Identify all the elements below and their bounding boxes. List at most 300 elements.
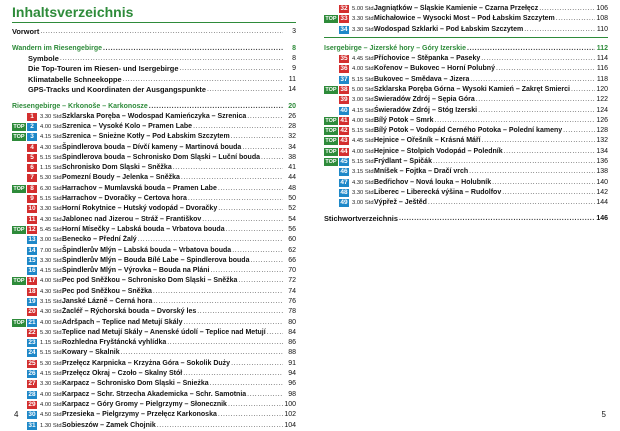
tour-page: 110 xyxy=(596,25,608,33)
tour-duration: 3.30 Std. xyxy=(40,257,64,264)
tour-number-badge: 39 xyxy=(340,96,348,104)
toc-entry[interactable] xyxy=(12,27,296,38)
tour-page: 96 xyxy=(288,380,296,388)
tour-number-badge: 37 xyxy=(340,75,348,83)
tour-duration: 5.15 Std. xyxy=(352,159,376,165)
tour-row[interactable] xyxy=(324,177,608,187)
tour-row[interactable] xyxy=(12,225,296,235)
tour-number-badge: 18 xyxy=(28,287,36,295)
tour-row[interactable] xyxy=(324,188,608,198)
tour-title: Wodospad Szklarki – Pod Łabskim Szczytem xyxy=(374,25,524,33)
tour-row[interactable] xyxy=(12,112,296,122)
tour-page: 128 xyxy=(596,127,608,135)
tour-page: 50 xyxy=(288,195,296,203)
entry-title: Vorwort xyxy=(12,27,40,36)
tour-page: 108 xyxy=(596,15,608,23)
leader-dots xyxy=(238,276,283,286)
leader-dots xyxy=(231,359,283,369)
tour-duration: 6.30 Std. xyxy=(40,185,64,192)
tour-title: Karpacz – Góry Gromy – Pielgrzymy – Słonecznik xyxy=(62,400,227,408)
tour-number-badge: 14 xyxy=(28,246,36,254)
tour-title: Příchovice – Štěpanka – Paseky xyxy=(374,55,481,63)
tour-duration: 1.15 Std. xyxy=(40,340,64,347)
tour-title: Harrachov – Dvoračky – Čertova hora xyxy=(62,195,187,203)
leader-dots xyxy=(470,75,595,85)
tour-row[interactable] xyxy=(324,25,608,35)
tour-duration: 4.00 Std. xyxy=(40,123,64,130)
top-badge: TOP xyxy=(325,16,337,23)
tour-page: 26 xyxy=(288,112,296,120)
tour-duration: 3.30 Std. xyxy=(352,189,376,196)
top-badge: TOP xyxy=(325,86,337,93)
section-riesengebirge[interactable]: Riesengebirge – Krkonoše – Karkonosze ..... 20 xyxy=(12,102,296,112)
entry-page: 3 xyxy=(292,28,296,35)
tour-row[interactable] xyxy=(12,235,296,245)
tour-duration: 3.15 Std. xyxy=(352,169,376,176)
leader-dots xyxy=(476,95,595,105)
leader-dots xyxy=(218,184,283,194)
tour-row[interactable] xyxy=(12,132,296,142)
leader-dots xyxy=(188,194,283,204)
tour-duration: 5.30 Std. xyxy=(40,175,64,182)
toc-entry[interactable] xyxy=(12,75,296,86)
tour-duration: 1.15 Std. xyxy=(40,165,64,172)
leader-dots xyxy=(504,147,595,157)
tour-duration: 1.30 Std. xyxy=(40,422,64,429)
top-badge: TOP xyxy=(13,134,25,141)
leader-dots xyxy=(218,410,283,420)
tour-number-badge: 47 xyxy=(340,178,348,186)
tour-duration: 4.30 Std. xyxy=(352,179,376,186)
tour-number-badge: 49 xyxy=(340,199,348,207)
tour-page: 41 xyxy=(288,164,296,172)
tour-row[interactable] xyxy=(324,198,608,208)
toc-entry[interactable] xyxy=(12,54,296,65)
tour-row[interactable] xyxy=(12,359,296,369)
tour-duration: 4.30 Std. xyxy=(40,288,64,295)
leader-dots xyxy=(261,153,283,163)
tour-row[interactable] xyxy=(12,348,296,358)
leader-dots xyxy=(218,204,283,214)
tour-title: Frýdlant – Špičák xyxy=(374,158,432,165)
leader-dots xyxy=(210,379,283,389)
tour-number-badge: 38 xyxy=(340,85,348,93)
leader-dots xyxy=(179,64,283,75)
leader-dots xyxy=(482,136,595,146)
tour-page: 102 xyxy=(284,411,296,419)
tour-row[interactable] xyxy=(324,85,608,95)
tour-title: Liberec – Liberecká výšina – Rudolfov xyxy=(374,188,502,196)
tour-title: Pec pod Sněžkou – Schronisko Dom Śląski – Sněžka xyxy=(62,277,238,285)
tour-page: 94 xyxy=(288,370,296,378)
tour-row[interactable] xyxy=(12,266,296,276)
tour-title: Výpřež – Ještěd xyxy=(374,199,427,207)
tour-title: Świeradów Zdrój – Stóg Izerski xyxy=(374,106,478,114)
tour-number-badge: 44 xyxy=(340,147,348,155)
tour-duration: 4.45 Std. xyxy=(352,56,376,63)
tour-duration: 3.30 Std. xyxy=(352,26,376,33)
tour-duration: 4.15 Std. xyxy=(352,107,376,114)
leader-dots xyxy=(197,307,283,317)
tour-row[interactable] xyxy=(12,163,296,173)
tour-number-badge: 30 xyxy=(28,411,36,419)
tour-title: Przełęcz Karpnicka – Krzyżna Góra – Sokolik Duży xyxy=(62,359,231,367)
tour-duration: 4.00 Std. xyxy=(40,319,64,326)
top-badge: TOP xyxy=(13,278,25,285)
leader-dots xyxy=(121,348,283,358)
tour-page: 52 xyxy=(288,205,296,213)
tour-row[interactable] xyxy=(324,74,608,84)
leader-dots xyxy=(232,246,283,256)
tour-duration: 4.45 Std. xyxy=(352,138,376,145)
leader-dots xyxy=(153,287,283,297)
tour-row[interactable] xyxy=(324,4,608,14)
tour-number-badge: 5 xyxy=(27,154,37,162)
top-badge: TOP xyxy=(325,117,337,124)
tour-number-badge: 43 xyxy=(340,137,348,145)
tour-row[interactable] xyxy=(324,95,608,105)
tour-page: 74 xyxy=(288,287,296,295)
tour-number-badge: 3 xyxy=(27,133,37,141)
tour-page: 142 xyxy=(596,188,608,196)
tour-number-badge: 6 xyxy=(27,164,37,172)
tour-title: Špindlerův Mlýn – Bouda Bílé Labe – Špindlerova bouda xyxy=(62,256,250,264)
tour-title: Bukovec – Smědava – Jizera xyxy=(374,75,470,83)
tour-row[interactable] xyxy=(12,194,296,204)
tour-row[interactable] xyxy=(12,184,296,194)
tour-duration: 4.15 Std. xyxy=(40,371,64,378)
tour-title: Kořenov – Bukovec – Horní Polubný xyxy=(374,65,495,73)
leader-dots xyxy=(157,421,283,431)
leader-dots xyxy=(481,54,595,64)
leader-dots xyxy=(469,167,595,177)
leader-dots xyxy=(173,163,283,173)
tour-page: 44 xyxy=(288,174,296,182)
tour-duration: 4.15 Std. xyxy=(40,134,64,141)
tour-page: 48 xyxy=(288,184,296,192)
tour-duration: 3.15 Std. xyxy=(40,298,64,305)
tour-list-right-b xyxy=(324,54,608,208)
tour-duration: 4.15 Std. xyxy=(40,268,64,275)
tour-row[interactable] xyxy=(12,204,296,214)
tour-title: Schronisko Dom Śląski – Sněžka xyxy=(62,164,172,172)
tour-duration: 4.00 Std. xyxy=(352,148,376,155)
tour-page: 106 xyxy=(596,5,608,13)
leader-dots xyxy=(60,54,283,65)
tour-duration: 5.00 Std. xyxy=(352,86,376,93)
tour-number-badge: 33 xyxy=(340,15,348,23)
entry-page: 11 xyxy=(288,75,296,83)
leader-dots xyxy=(524,25,595,35)
tour-page: 118 xyxy=(596,75,608,83)
leader-dots xyxy=(226,225,283,235)
tour-page: 104 xyxy=(284,421,296,429)
tour-page: 84 xyxy=(288,328,296,336)
page-number-left: 4 xyxy=(14,410,19,419)
tour-page: 62 xyxy=(288,246,296,254)
tour-number-badge: 19 xyxy=(28,297,36,305)
leader-dots xyxy=(228,400,283,410)
tour-title: Karpacz – Schr. Strzecha Akademicka – Schr. Samotnia xyxy=(62,390,247,398)
toc-entry[interactable] xyxy=(12,64,296,75)
tour-row[interactable] xyxy=(12,276,296,286)
leader-dots xyxy=(207,85,283,96)
tour-number-badge: 46 xyxy=(340,168,348,176)
tour-number-badge: 2 xyxy=(27,123,37,131)
tour-number-badge: 35 xyxy=(340,55,348,63)
tour-number-badge: 1 xyxy=(27,113,37,121)
leader-dots xyxy=(181,173,283,183)
tour-title: Horní Mísečky – Labská bouda – Vrbatova bouda xyxy=(62,225,225,233)
tour-title: Janské Lázně – Černá hora xyxy=(62,297,153,305)
tour-number-badge: 45 xyxy=(340,158,348,165)
leader-dots xyxy=(183,369,283,379)
tour-row[interactable] xyxy=(12,214,296,224)
tour-title: Hejnice – Ořešník – Krásná Máří xyxy=(374,137,481,145)
tour-duration: 4.00 Std. xyxy=(40,278,64,285)
tour-number-badge: 41 xyxy=(340,116,348,124)
tour-page: 100 xyxy=(284,400,296,408)
tour-number-badge: 27 xyxy=(28,380,36,388)
tour-duration: 4.30 Std. xyxy=(40,144,64,151)
index-entry[interactable]: Stichwortverzeichnis ..... 146 xyxy=(324,214,608,225)
toc-entry[interactable] xyxy=(12,85,296,96)
tour-row[interactable] xyxy=(324,126,608,136)
leader-dots xyxy=(242,143,283,153)
entry-page: 14 xyxy=(288,86,296,93)
tour-title: Harrachov – Mumlavská bouda – Pramen Labe xyxy=(62,184,217,192)
tour-row[interactable] xyxy=(12,390,296,400)
tour-row[interactable] xyxy=(12,287,296,297)
tour-title: Benecko – Přední Žalý xyxy=(62,236,137,244)
leader-dots xyxy=(40,27,283,38)
tour-number-badge: 23 xyxy=(28,339,36,347)
tour-row[interactable] xyxy=(12,256,296,266)
tour-duration: 4.30 Std. xyxy=(40,216,64,223)
tour-title: Szrenica – Vysoké Kolo – Pramen Labe xyxy=(62,122,193,130)
entry-title: Symbole xyxy=(28,53,59,63)
leader-dots xyxy=(502,188,595,198)
tour-row[interactable] xyxy=(12,338,296,348)
section-wandern[interactable]: Wandern im Riesengebirge ..... 8 xyxy=(12,44,296,54)
toc-heading: Inhaltsverzeichnis xyxy=(12,4,296,23)
leader-dots xyxy=(183,318,283,328)
tour-title: Szklarska Poręba – Wodospad Kamieńczyka – Szrenica xyxy=(62,112,247,120)
tour-page: 120 xyxy=(596,85,608,93)
tour-duration: 4.00 Std. xyxy=(352,117,376,124)
top-badge: TOP xyxy=(325,148,337,155)
tour-number-badge: 25 xyxy=(28,359,36,367)
tour-row[interactable] xyxy=(324,157,608,167)
tour-page: 122 xyxy=(596,96,608,104)
tour-row[interactable] xyxy=(12,420,296,430)
tour-duration: 3.00 Std. xyxy=(352,97,376,104)
tour-page: 78 xyxy=(288,308,296,316)
tour-row[interactable] xyxy=(12,317,296,327)
tour-title: Rozhledna Fryštáncká vyhlídka xyxy=(62,339,167,347)
tour-row[interactable] xyxy=(324,116,608,126)
leader-dots xyxy=(247,112,283,122)
tour-row[interactable] xyxy=(12,173,296,183)
tour-title: Teplice nad Metují Skály – Anenské údolí – Teplice nad Metují xyxy=(62,328,266,336)
tour-number-badge: 15 xyxy=(28,256,36,264)
tour-page: 56 xyxy=(288,225,296,233)
tour-page: 136 xyxy=(596,158,608,165)
tour-row[interactable] xyxy=(12,297,296,307)
tour-duration: 3.30 Std. xyxy=(40,381,64,388)
tour-page: 54 xyxy=(288,215,296,223)
leader-dots xyxy=(563,126,595,136)
tour-number-badge: 4 xyxy=(27,144,37,152)
tour-title: Bílý Potok – Vodopád Černého Potoka – Polední kameny xyxy=(374,127,563,135)
tour-duration: 5.30 Std. xyxy=(40,329,64,336)
tour-number-badge: 24 xyxy=(28,349,36,357)
tour-title: Przełęcz Okraj – Czoło – Skalny Stół xyxy=(62,370,183,378)
tour-number-badge: 31 xyxy=(28,421,36,429)
tour-row[interactable] xyxy=(12,328,296,338)
tour-duration: 5.45 Std. xyxy=(40,226,64,233)
tour-number-badge: 20 xyxy=(28,308,36,316)
tour-row[interactable] xyxy=(324,167,608,177)
entry-title: Klimatabelle Schneekoppe xyxy=(28,74,122,84)
tour-duration: 5.30 Std. xyxy=(40,360,64,367)
tour-page: 88 xyxy=(288,349,296,357)
entry-title: Die Top-Touren im Riesen- und Isergebirge xyxy=(28,64,179,73)
top-badge: TOP xyxy=(325,138,337,145)
tour-number-badge: 11 xyxy=(28,215,36,223)
tour-row[interactable] xyxy=(12,245,296,255)
tour-title: Mníšek – Fojtka – Dračí vrch xyxy=(374,168,469,176)
tour-number-badge: 29 xyxy=(28,400,36,408)
tour-number-badge: 42 xyxy=(340,127,348,135)
tour-page: 124 xyxy=(596,106,608,114)
tour-title: Sobieszów – Zamek Chojnik xyxy=(62,421,156,429)
tour-page: 138 xyxy=(596,168,608,176)
tour-title: Szklarska Poręba Górna – Wysoki Kamień – Zakręt Śmierci xyxy=(374,85,570,93)
tour-row[interactable] xyxy=(324,105,608,115)
tour-page: 28 xyxy=(288,122,296,130)
tour-page: 80 xyxy=(288,318,296,326)
tour-row[interactable] xyxy=(12,122,296,132)
tour-number-badge: 40 xyxy=(340,106,348,114)
leader-dots xyxy=(571,85,595,95)
tour-duration: 4.00 Std. xyxy=(40,401,64,408)
tour-duration: 5.15 Std. xyxy=(352,128,376,135)
tour-number-badge: 7 xyxy=(27,174,37,182)
tour-page: 91 xyxy=(288,359,296,367)
tour-title: Pec pod Sněžkou – Sněžka xyxy=(62,287,152,295)
tour-row[interactable] xyxy=(12,307,296,317)
tour-title: Žacléř – Rýchorská bouda – Dvorský les xyxy=(62,308,197,316)
tour-duration: 4.00 Std. xyxy=(40,391,64,398)
tour-page: 98 xyxy=(288,390,296,398)
tour-page: 76 xyxy=(288,297,296,305)
tour-duration: 4.00 Std. xyxy=(352,66,376,73)
leader-dots xyxy=(250,256,283,266)
tour-duration: 5.15 Std. xyxy=(40,196,64,203)
tour-number-badge: 21 xyxy=(28,318,36,326)
tour-page: 116 xyxy=(596,65,608,73)
tour-page: 144 xyxy=(596,199,608,207)
tour-page: 60 xyxy=(288,236,296,244)
wandern-subsections xyxy=(12,54,296,96)
tour-page: 140 xyxy=(596,178,608,186)
leader-dots xyxy=(202,215,283,225)
tour-number-badge: 36 xyxy=(340,65,348,73)
tour-row[interactable] xyxy=(12,369,296,379)
tour-row[interactable] xyxy=(12,379,296,389)
tour-row[interactable] xyxy=(324,147,608,157)
tour-row[interactable] xyxy=(324,14,608,24)
tour-row[interactable] xyxy=(324,136,608,146)
leader-dots xyxy=(193,122,283,132)
tour-title: Horní Rokytnice – Hutský vodopád – Dvoračky xyxy=(62,205,218,213)
tour-row[interactable] xyxy=(12,142,296,152)
tour-page: 134 xyxy=(596,147,608,155)
tour-number-badge: 34 xyxy=(340,25,348,33)
tour-list-left xyxy=(12,112,296,431)
entry-page: 8 xyxy=(292,54,296,62)
leader-dots xyxy=(556,14,595,24)
tour-list-right-a xyxy=(324,4,608,35)
tour-title: Špindlerova bouda – Schronisko Dom Śląski – Luční bouda xyxy=(62,153,260,161)
tour-number-badge: 9 xyxy=(27,195,37,203)
tour-number-badge: 32 xyxy=(340,5,348,13)
tour-title: Bílý Potok – Smrk xyxy=(374,116,434,124)
tour-title: Hejnice – Štolpich Vodopád – Poledník xyxy=(374,147,503,155)
tour-duration: 5.00 Std. xyxy=(352,6,376,13)
top-badge: TOP xyxy=(13,226,25,233)
tour-number-badge: 13 xyxy=(28,236,36,244)
tour-page: 86 xyxy=(288,339,296,347)
tour-duration: 5.15 Std. xyxy=(40,350,64,357)
tour-number-badge: 28 xyxy=(28,390,36,398)
entry-title: GPS-Tracks und Koordinaten der Ausgangspunkte xyxy=(28,85,206,94)
leader-dots xyxy=(428,198,595,208)
tour-row[interactable] xyxy=(324,64,608,74)
tour-duration: 3.00 Std. xyxy=(352,200,376,207)
tour-title: Przesieka – Pielgrzymy – Przełęcz Karkonoska xyxy=(62,411,217,419)
tour-number-badge: 8 xyxy=(27,185,37,193)
tour-row[interactable] xyxy=(12,400,296,410)
tour-row[interactable] xyxy=(324,54,608,64)
top-badge: TOP xyxy=(13,319,25,326)
leader-dots xyxy=(123,75,283,86)
leader-dots xyxy=(210,266,283,276)
page-number-right: 5 xyxy=(601,410,606,419)
section-isergebirge[interactable]: Isergebirge – Jizerské hory – Góry Izerskie ..... 112 xyxy=(324,44,608,54)
leader-dots xyxy=(435,116,595,126)
tour-title: Michałowice – Wysocki Most – Pod Łabskim Szczytem xyxy=(374,15,555,23)
tour-row[interactable] xyxy=(12,153,296,163)
tour-duration: 5.15 Std. xyxy=(40,154,64,161)
tour-page: 32 xyxy=(288,133,296,141)
tour-duration: 3.00 Std. xyxy=(40,237,64,244)
tour-page: 66 xyxy=(288,256,296,264)
tour-page: 126 xyxy=(596,116,608,124)
leader-dots xyxy=(247,390,283,400)
top-badge: TOP xyxy=(325,128,337,135)
tour-page: 70 xyxy=(288,267,296,275)
right-page xyxy=(310,0,620,423)
leader-dots xyxy=(492,178,595,188)
leader-dots xyxy=(138,235,283,245)
tour-title: Świeradów Zdrój – Sępia Góra xyxy=(374,96,475,104)
tour-page: 132 xyxy=(596,137,608,145)
tour-title: Szrenica – Śnieżne Kotły – Pod Łabskim Szczytem xyxy=(62,133,230,141)
tour-duration: 4.50 Std. xyxy=(40,412,64,419)
tour-row[interactable] xyxy=(12,410,296,420)
